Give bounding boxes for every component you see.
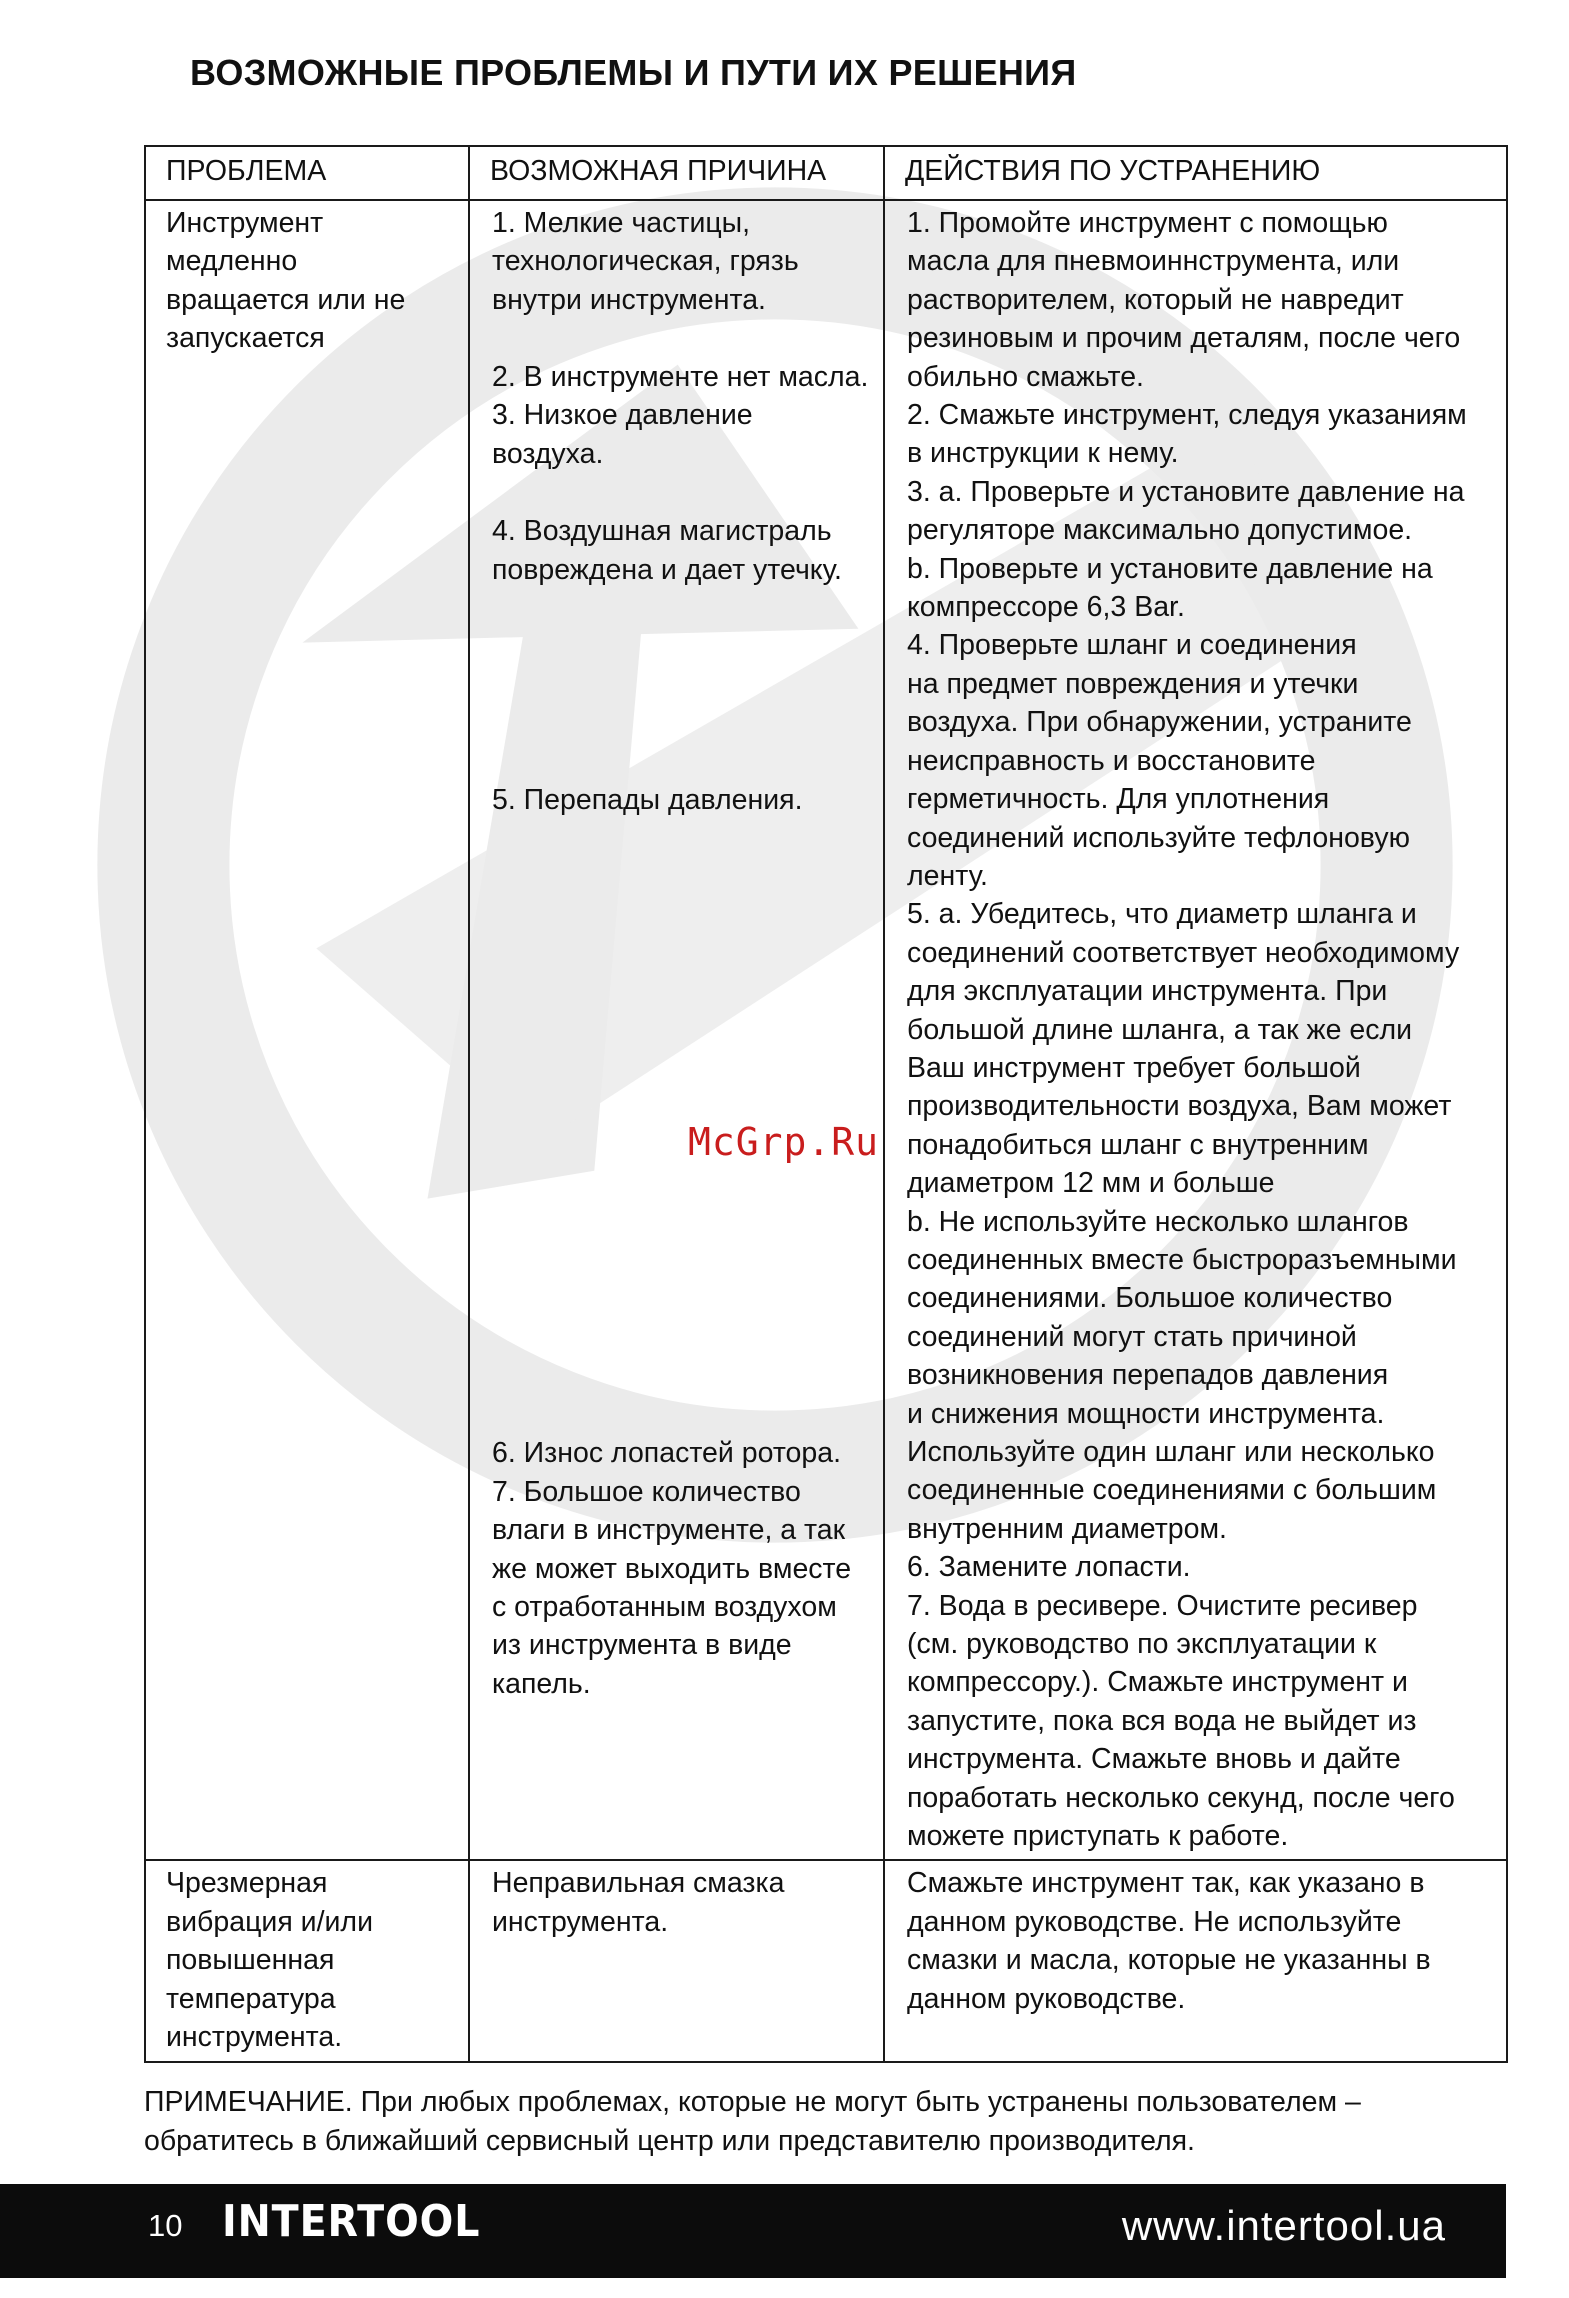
cause-item: 4. Воздушная магистраль повреждена и дает утечку. [492,515,842,586]
troubleshooting-table [144,145,1508,2063]
watermark-text: McGrp.Ru [688,1120,880,1164]
header-cause: ВОЗМОЖНАЯ ПРИЧИНА [469,146,884,200]
header-problem: ПРОБЛЕМА [145,146,469,200]
action-item: 1. Промойте инструмент с помощью масла для пневмоиннструмента, или растворителем, который не навредит резиновым и прочим деталям, после чего обильно смажьте. [907,207,1461,393]
action-cell: Смажьте инструмент так, как указано в данном руководстве. Не используйте смазки и масла, которые не указанны в данном руководстве. [884,1860,1507,2061]
action-item: 3. a. Проверьте и установите давление на регуляторе максимально допустимое. b. Проверьте и установите давление на компрессоре 6,3 Bar. [907,475,1465,624]
brand-logo: INTERTOOL [222,2196,481,2247]
cause-cell [469,200,884,1860]
cause-item: 7. Большое количество влаги в инструменте, а так же может выходить вместе с отработанным воздухом из инструмента в виде капель. [492,1475,852,1700]
page-title: ВОЗМОЖНЫЕ ПРОБЛЕМЫ И ПУТИ ИХ РЕШЕНИЯ [190,52,1077,93]
action-item: 5. a. Убедитесь, что диаметр шланга и соединений соответствует необходимому для эксплуатации инструмента. При большой длине шланга, а так же если Ваш инструмент требует большой производительности воздуха, Вам может понадобиться шланг с внутренним диаметром 12 мм и больше b. Не используйте несколько шлангов соединенных вместе быстроразъемными соединениями. Большое количество соединений могут стать причиной возникновения перепадов давления и снижения мощности инструмента. Используйте один шланг или несколько соединенные соединениями с большим внутренним диаметром. [907,898,1460,1545]
action-item: 6. Замените лопасти. [907,1551,1191,1584]
action-item: 4. Проверьте шланг и соединения на предмет повреждения и утечки воздуха. При обнаружении, устраните неисправность и восстановите герметичность. Для уплотнения соединений используйте тефлоновую ленту. [907,629,1412,892]
table-row [145,200,1507,1860]
action-cell [884,200,1507,1860]
cause-item: 6. Износ лопастей ротора. [492,1437,842,1470]
website-link[interactable]: www.intertool.ua [1121,2202,1446,2249]
cause-cell: Неправильная смазка инструмента. [469,1860,884,2061]
table-header-row [145,146,1507,200]
cause-item: 3. Низкое давление воздуха. [492,399,753,470]
footer-bar [0,2184,1506,2278]
problem-cell: Чрезмерная вибрация и/или повышенная температура инструмента. [145,1860,469,2061]
cause-item: 5. Перепады давления. [492,784,803,817]
cause-item: 2. В инструменте нет масла. [492,361,869,393]
header-action: ДЕЙСТВИЯ ПО УСТРАНЕНИЮ [884,146,1507,200]
action-item: 7. Вода в ресивере. Очистите ресивер (см. руководство по эксплуатации к компрессору.). Смажьте инструмент и запустите, пока вся вода не выйдет из инструмента. Смажьте вновь и дайте поработать несколько секунд, после чего можете приступать к работе. [907,1589,1455,1853]
problem-cell: Инструмент медленно вращается или не запускается [145,200,469,1860]
cause-item: 1. Мелкие частицы, технологическая, грязь внутри инструмента. [492,207,799,316]
table-row [145,1860,1507,2061]
action-item: 2. Смажьте инструмент, следуя указаниям в инструкции к нему. [907,399,1467,470]
page-number: 10 [148,2208,183,2243]
note-text: ПРИМЕЧАНИЕ. При любых проблемах, которые не могут быть устранены пользователем – обратитесь в ближайший сервисный центр или представителю производителя. [144,2086,1361,2157]
